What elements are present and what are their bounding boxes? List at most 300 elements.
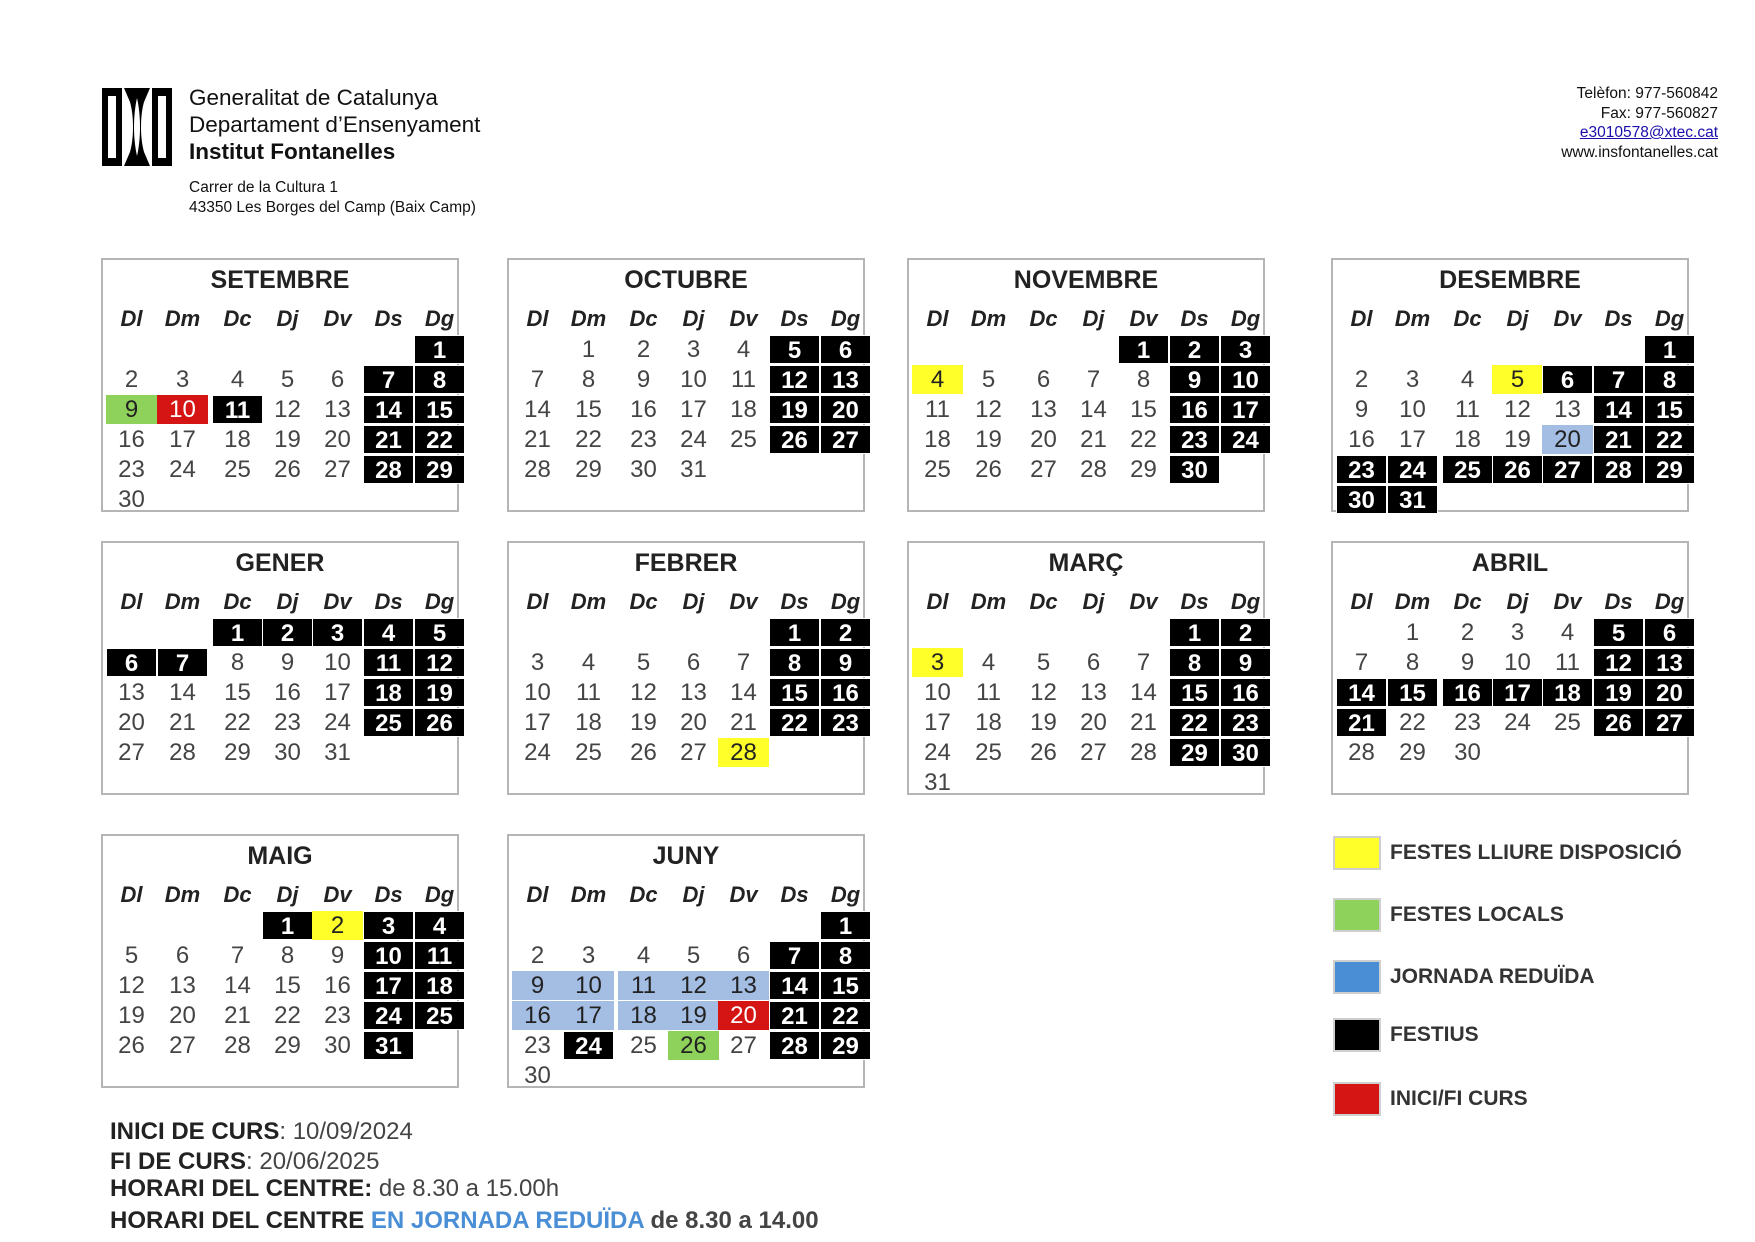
weekday-header: Dg <box>830 882 861 907</box>
course-end-label: FI DE CURS <box>110 1148 247 1175</box>
day-cell: 14 <box>1336 678 1387 707</box>
day-cell: 24 <box>324 709 351 736</box>
day-cell: 18 <box>363 678 414 707</box>
weekday-header: Dc <box>223 882 252 907</box>
day-cell: 19 <box>769 395 820 424</box>
legend-swatch <box>1333 836 1381 870</box>
day-cell: 14 <box>169 679 196 706</box>
day-cell: 5 <box>686 942 701 969</box>
day-cell: 28 <box>363 455 414 484</box>
day-cell: 10 <box>1504 649 1531 676</box>
day-cell: 23 <box>524 1032 551 1059</box>
reduced-hours-highlight: EN JORNADA REDUÏDA <box>370 1207 644 1234</box>
day-cell: 24 <box>1220 425 1271 454</box>
day-cell: 16 <box>630 396 657 423</box>
weekday-header: Ds <box>1180 589 1209 614</box>
weekday-header: Dl <box>120 589 143 614</box>
email-link[interactable]: e3010578@xtec.cat <box>1579 124 1718 141</box>
weekday-header: Dl <box>120 306 143 331</box>
day-cell: 9 <box>330 942 345 969</box>
day-cell: 29 <box>1399 739 1426 766</box>
day-cell: 13 <box>820 365 871 394</box>
day-cell: 24 <box>363 1001 414 1030</box>
day-cell: 1 <box>1405 619 1420 646</box>
day-cell: 28 <box>1080 456 1107 483</box>
day-cell: 9 <box>820 648 871 677</box>
day-cell: 12 <box>118 972 145 999</box>
day-cell: 2 <box>1354 366 1369 393</box>
day-cell: 1 <box>581 336 596 363</box>
weekday-header: Dj <box>1082 306 1105 331</box>
day-cell: 26 <box>1593 708 1644 737</box>
day-cell: 19 <box>975 426 1002 453</box>
day-cell: 12 <box>414 648 465 677</box>
weekday-header: Dc <box>1029 306 1058 331</box>
legend-label: INICI/FI CURS <box>1390 1087 1528 1110</box>
weekday-header: Dm <box>570 882 607 907</box>
month-8 <box>1331 541 1689 795</box>
day-cell: 14 <box>1130 679 1157 706</box>
day-cell: 7 <box>230 942 245 969</box>
legend-label: FESTIUS <box>1390 1023 1479 1046</box>
day-cell: 26 <box>1030 739 1057 766</box>
month-3 <box>907 258 1265 512</box>
day-cell: 3 <box>686 336 701 363</box>
day-cell: 21 <box>363 425 414 454</box>
school-name: Institut Fontanelles <box>189 139 396 164</box>
day-cell: 6 <box>1086 649 1101 676</box>
day-cell: 15 <box>769 678 820 707</box>
day-cell: 14 <box>769 971 820 1000</box>
day-cell: 12 <box>1030 679 1057 706</box>
day-cell: 13 <box>118 679 145 706</box>
weekday-header: Dg <box>1230 589 1261 614</box>
day-cell: 5 <box>280 366 295 393</box>
day-cell: 8 <box>1405 649 1420 676</box>
weekday-header: Dj <box>276 306 299 331</box>
day-cell: 12 <box>1504 396 1531 423</box>
day-cell: 12 <box>769 365 820 394</box>
weekday-header: Dg <box>1654 306 1685 331</box>
course-start-line <box>110 1118 413 1146</box>
day-cell: 23 <box>820 708 871 737</box>
day-cell: 13 <box>169 972 196 999</box>
day-cell: 27 <box>1030 456 1057 483</box>
day-cell: 15 <box>1169 678 1220 707</box>
day-cell: 25 <box>1554 709 1581 736</box>
day-cell: 27 <box>118 739 145 766</box>
day-cell: 23 <box>274 709 301 736</box>
day-cell: 22 <box>1130 426 1157 453</box>
weekday-header: Dg <box>424 589 455 614</box>
day-cell: 25 <box>1442 455 1493 484</box>
legend-swatch <box>1333 898 1381 932</box>
day-cell: 26 <box>118 1032 145 1059</box>
weekday-header: Ds <box>780 306 809 331</box>
weekday-header: Dl <box>526 882 549 907</box>
day-cell: 7 <box>1354 649 1369 676</box>
weekday-header: Dg <box>424 306 455 331</box>
school-hours-line <box>110 1175 559 1203</box>
weekday-header: Dc <box>629 589 658 614</box>
day-cell: 17 <box>563 1001 614 1030</box>
day-cell: 17 <box>1492 678 1543 707</box>
course-end-value: : 20/06/2025 <box>246 1148 380 1175</box>
day-cell: 11 <box>618 971 669 1000</box>
day-cell: 5 <box>1492 365 1543 394</box>
legend-swatch <box>1333 1018 1381 1052</box>
day-cell: 2 <box>820 618 871 647</box>
weekday-header: Dm <box>164 882 201 907</box>
day-cell: 30 <box>1220 738 1271 767</box>
day-cell: 30 <box>324 1032 351 1059</box>
day-cell: 30 <box>630 456 657 483</box>
day-cell: 23 <box>1454 709 1481 736</box>
day-cell: 29 <box>274 1032 301 1059</box>
day-cell: 10 <box>524 679 551 706</box>
day-cell: 18 <box>730 396 757 423</box>
weekday-header: Dc <box>629 882 658 907</box>
weekday-header: Dj <box>682 306 705 331</box>
day-cell: 4 <box>1460 366 1475 393</box>
weekday-header: Dc <box>223 306 252 331</box>
day-cell: 16 <box>512 1001 563 1030</box>
day-cell: 6 <box>1542 365 1593 394</box>
day-cell: 11 <box>1555 649 1580 676</box>
day-cell: 9 <box>512 971 563 1000</box>
day-cell: 20 <box>1030 426 1057 453</box>
day-cell: 29 <box>1644 455 1695 484</box>
day-cell: 23 <box>324 1002 351 1029</box>
legend-swatch <box>1333 960 1381 994</box>
weekday-header: Dj <box>682 882 705 907</box>
day-cell: 31 <box>324 739 351 766</box>
day-cell: 4 <box>363 618 414 647</box>
day-cell: 9 <box>1169 365 1220 394</box>
reduced-hours-value: de 8.30 a 14.00 <box>643 1207 819 1234</box>
weekday-header: Dc <box>1453 589 1482 614</box>
weekday-header: Dv <box>323 589 352 614</box>
day-cell: 6 <box>1036 366 1051 393</box>
day-cell: 20 <box>680 709 707 736</box>
day-cell: 26 <box>1492 455 1543 484</box>
day-cell: 27 <box>324 456 351 483</box>
day-cell: 4 <box>414 911 465 940</box>
legend-swatch <box>1333 1082 1381 1116</box>
weekday-header: Dm <box>570 306 607 331</box>
day-cell: 24 <box>924 739 951 766</box>
weekday-header: Dj <box>276 589 299 614</box>
weekday-header: Dv <box>323 306 352 331</box>
day-cell: 21 <box>1130 709 1157 736</box>
weekday-header: Dm <box>164 589 201 614</box>
day-cell: 1 <box>1118 335 1169 364</box>
day-cell: 11 <box>414 941 465 970</box>
day-cell: 28 <box>1348 739 1375 766</box>
day-cell: 20 <box>1644 678 1695 707</box>
weekday-header: Ds <box>374 306 403 331</box>
day-cell: 13 <box>1644 648 1695 677</box>
day-cell: 9 <box>1220 648 1271 677</box>
day-cell: 20 <box>718 1001 769 1030</box>
day-cell: 17 <box>169 426 196 453</box>
weekday-header: Dj <box>1506 589 1529 614</box>
day-cell: 21 <box>524 426 551 453</box>
course-start-label: INICI DE CURS <box>110 1118 280 1145</box>
day-cell: 15 <box>1644 395 1695 424</box>
day-cell: 30 <box>1336 485 1387 514</box>
day-cell: 8 <box>581 366 596 393</box>
day-cell: 13 <box>324 396 351 423</box>
day-cell: 25 <box>630 1032 657 1059</box>
day-cell: 27 <box>820 425 871 454</box>
address-block <box>189 178 476 218</box>
day-cell: 19 <box>1030 709 1057 736</box>
day-cell: 30 <box>524 1062 551 1089</box>
day-cell: 10 <box>1399 396 1426 423</box>
day-cell: 2 <box>262 618 313 647</box>
day-cell: 21 <box>1080 426 1107 453</box>
day-cell: 12 <box>1593 648 1644 677</box>
weekday-header: Dm <box>164 306 201 331</box>
day-cell: 3 <box>530 649 545 676</box>
day-cell: 17 <box>1220 395 1271 424</box>
day-cell: 1 <box>769 618 820 647</box>
day-cell: 2 <box>530 942 545 969</box>
day-cell: 24 <box>563 1031 614 1060</box>
month-6 <box>507 541 865 795</box>
weekday-header: Dm <box>970 589 1007 614</box>
day-cell: 5 <box>636 649 651 676</box>
day-cell: 24 <box>680 426 707 453</box>
day-cell: 23 <box>118 456 145 483</box>
day-cell: 10 <box>363 941 414 970</box>
weekday-header: Dv <box>1129 306 1158 331</box>
day-cell: 15 <box>1130 396 1157 423</box>
day-cell: 9 <box>106 395 157 424</box>
day-cell: 14 <box>1080 396 1107 423</box>
day-cell: 13 <box>1554 396 1581 423</box>
weekday-header: Dc <box>1029 589 1058 614</box>
day-cell: 21 <box>224 1002 251 1029</box>
weekday-header: Dv <box>729 882 758 907</box>
day-cell: 30 <box>1169 455 1220 484</box>
day-cell: 9 <box>1460 649 1475 676</box>
month-title: SETEMBRE <box>210 266 350 294</box>
day-cell: 30 <box>118 486 145 513</box>
weekday-header: Dl <box>1350 306 1373 331</box>
weekday-header: Dc <box>1453 306 1482 331</box>
day-cell: 31 <box>1387 485 1438 514</box>
day-cell: 12 <box>630 679 657 706</box>
day-cell: 2 <box>124 366 139 393</box>
day-cell: 10 <box>157 395 208 424</box>
day-cell: 28 <box>1130 739 1157 766</box>
day-cell: 8 <box>1169 648 1220 677</box>
day-cell: 29 <box>575 456 602 483</box>
day-cell: 2 <box>312 911 363 940</box>
day-cell: 20 <box>118 709 145 736</box>
weekday-header: Dj <box>1506 306 1529 331</box>
day-cell: 10 <box>924 679 951 706</box>
day-cell: 1 <box>414 335 465 364</box>
weekday-header: Dl <box>926 589 949 614</box>
day-cell: 21 <box>169 709 196 736</box>
weekday-header: Ds <box>780 589 809 614</box>
weekday-header: Dm <box>1394 306 1431 331</box>
day-cell: 11 <box>576 679 601 706</box>
month-9 <box>101 834 459 1088</box>
day-cell: 5 <box>1036 649 1051 676</box>
day-cell: 26 <box>274 456 301 483</box>
day-cell: 24 <box>169 456 196 483</box>
organization-block <box>189 84 480 165</box>
day-cell: 21 <box>1593 425 1644 454</box>
weekday-header: Ds <box>1604 306 1633 331</box>
day-cell: 13 <box>1080 679 1107 706</box>
weekday-header: Dl <box>926 306 949 331</box>
day-cell: 17 <box>680 396 707 423</box>
weekday-header: Dv <box>323 882 352 907</box>
department-name: Departament d’Ensenyament <box>189 112 481 137</box>
day-cell: 3 <box>363 911 414 940</box>
day-cell: 26 <box>630 739 657 766</box>
day-cell: 3 <box>1510 619 1525 646</box>
day-cell: 8 <box>1644 365 1695 394</box>
day-cell: 22 <box>769 708 820 737</box>
day-cell: 26 <box>414 708 465 737</box>
address-city: 43350 Les Borges del Camp (Baix Camp) <box>189 199 476 216</box>
address-street: Carrer de la Cultura 1 <box>189 179 339 196</box>
day-cell: 4 <box>636 942 651 969</box>
day-cell: 12 <box>668 971 719 1000</box>
day-cell: 15 <box>820 971 871 1000</box>
day-cell: 16 <box>1220 678 1271 707</box>
day-cell: 8 <box>1136 366 1151 393</box>
day-cell: 1 <box>820 911 871 940</box>
weekday-header: Dg <box>1230 306 1261 331</box>
day-cell: 27 <box>680 739 707 766</box>
month-title: MARÇ <box>1048 549 1124 577</box>
day-cell: 16 <box>118 426 145 453</box>
day-cell: 4 <box>736 336 751 363</box>
day-cell: 11 <box>363 648 414 677</box>
day-cell: 2 <box>636 336 651 363</box>
day-cell: 13 <box>1030 396 1057 423</box>
day-cell: 3 <box>581 942 596 969</box>
day-cell: 27 <box>1644 708 1695 737</box>
day-cell: 22 <box>224 709 251 736</box>
day-cell: 11 <box>976 679 1001 706</box>
legend-label: JORNADA REDUÏDA <box>1390 965 1595 988</box>
day-cell: 2 <box>1169 335 1220 364</box>
day-cell: 20 <box>1080 709 1107 736</box>
day-cell: 29 <box>414 455 465 484</box>
day-cell: 5 <box>1593 618 1644 647</box>
day-cell: 21 <box>1336 708 1387 737</box>
day-cell: 4 <box>581 649 596 676</box>
weekday-header: Dj <box>276 882 299 907</box>
day-cell: 10 <box>680 366 707 393</box>
day-cell: 4 <box>981 649 996 676</box>
month-1 <box>101 258 459 512</box>
day-cell: 7 <box>1136 649 1151 676</box>
weekday-header: Ds <box>374 882 403 907</box>
day-cell: 23 <box>1220 708 1271 737</box>
day-cell: 24 <box>1387 455 1438 484</box>
day-cell: 18 <box>575 709 602 736</box>
weekday-header: Ds <box>1180 306 1209 331</box>
day-cell: 18 <box>618 1001 669 1030</box>
day-cell: 18 <box>414 971 465 1000</box>
weekday-header: Dv <box>729 589 758 614</box>
day-cell: 17 <box>524 709 551 736</box>
weekday-header: Dl <box>120 882 143 907</box>
day-cell: 22 <box>1399 709 1426 736</box>
day-cell: 17 <box>924 709 951 736</box>
day-cell: 19 <box>1504 426 1531 453</box>
day-cell: 16 <box>820 678 871 707</box>
day-cell: 29 <box>224 739 251 766</box>
day-cell: 6 <box>175 942 190 969</box>
day-cell: 25 <box>924 456 951 483</box>
day-cell: 16 <box>1442 678 1493 707</box>
month-title: NOVEMBRE <box>1013 266 1159 294</box>
month-title: ABRIL <box>1471 549 1549 577</box>
day-cell: 16 <box>274 679 301 706</box>
month-4 <box>1331 258 1689 512</box>
course-end-line <box>110 1148 379 1176</box>
day-cell: 12 <box>975 396 1002 423</box>
weekday-header: Dj <box>1082 589 1105 614</box>
day-cell: 3 <box>312 618 363 647</box>
day-cell: 21 <box>769 1001 820 1030</box>
day-cell: 30 <box>274 739 301 766</box>
day-cell: 26 <box>769 425 820 454</box>
weekday-header: Dv <box>1553 306 1582 331</box>
day-cell: 18 <box>1542 678 1593 707</box>
day-cell: 27 <box>1542 455 1593 484</box>
day-cell: 14 <box>730 679 757 706</box>
day-cell: 16 <box>1169 395 1220 424</box>
day-cell: 30 <box>1454 739 1481 766</box>
day-cell: 7 <box>736 649 751 676</box>
day-cell: 15 <box>224 679 251 706</box>
day-cell: 19 <box>630 709 657 736</box>
day-cell: 3 <box>1220 335 1271 364</box>
day-cell: 7 <box>157 648 208 677</box>
day-cell: 21 <box>730 709 757 736</box>
day-cell: 15 <box>274 972 301 999</box>
day-cell: 22 <box>274 1002 301 1029</box>
day-cell: 27 <box>169 1032 196 1059</box>
day-cell: 2 <box>1460 619 1475 646</box>
day-cell: 19 <box>668 1001 719 1030</box>
legend-label: FESTES LLIURE DISPOSICIÓ <box>1390 841 1682 864</box>
day-cell: 7 <box>1593 365 1644 394</box>
day-cell: 8 <box>230 649 245 676</box>
fax-number: Fax: 977-560827 <box>1600 104 1718 122</box>
weekday-header: Dg <box>1654 589 1685 614</box>
phone-number: Telèfon: 977-560842 <box>1576 85 1718 102</box>
day-cell: 28 <box>718 738 769 767</box>
weekday-header: Dg <box>424 882 455 907</box>
month-title: DESEMBRE <box>1439 266 1581 294</box>
day-cell: 4 <box>230 366 245 393</box>
weekday-header: Ds <box>780 882 809 907</box>
school-hours-label: HORARI DEL CENTRE: <box>110 1175 373 1202</box>
weekday-header: Dm <box>570 589 607 614</box>
